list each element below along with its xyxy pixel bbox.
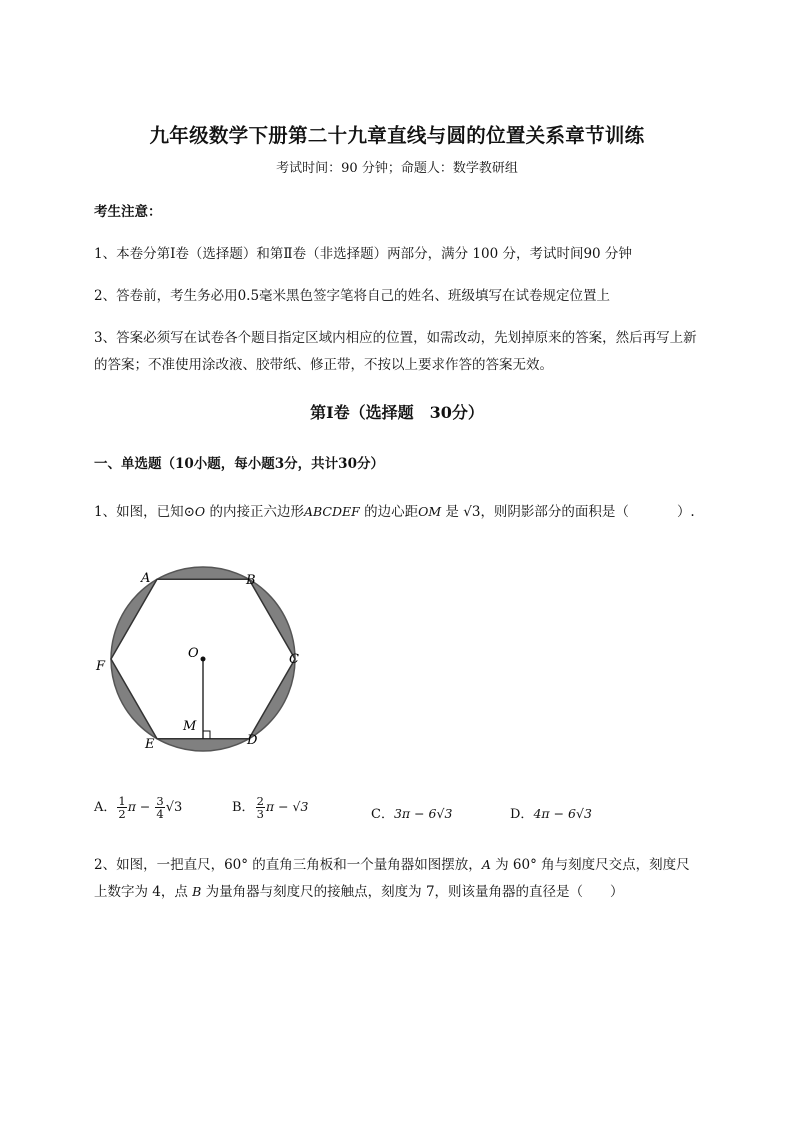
fraction (155, 795, 164, 820)
q1-text-part: ）. (676, 504, 695, 520)
option-a-math: π − (127, 799, 155, 815)
section-title: 第Ⅰ卷（选择题 30分） (310, 403, 484, 422)
label-o: O (188, 646, 199, 661)
label-e: E (145, 737, 155, 752)
option-c-label: C． (371, 807, 394, 822)
q2-text-part: 为 60° 角与刻度尺交点，刻度尺 (490, 857, 690, 873)
q1-hexagon-name: ABCDEF (303, 504, 360, 519)
q2-text-part: 为量角器与刻度尺的接触点，刻度为 7，则该量角器的直径是（ ） (201, 884, 624, 900)
q1-text-part: 1、如图，已知⊙ (94, 504, 195, 520)
q2-text-part: 上数字为 4，点 (94, 884, 193, 900)
label-m: M (183, 719, 197, 734)
q1-segment-om: OM (418, 504, 442, 519)
option-a[interactable] (94, 795, 182, 820)
denominator: 4 (156, 807, 164, 822)
q1-text-part: ，则阴影部分的面积是（ (480, 504, 629, 520)
option-d-math: 4π − 6√3 (533, 806, 592, 821)
notice-item-1: 1、本卷分第Ⅰ卷（选择题）和第Ⅱ卷（非选择题）两部分，满分 100 分，考试时间90 分钟 (94, 246, 632, 262)
exam-info: 考试时间：90 分钟；命题人：数学教研组 (276, 161, 518, 176)
center-point-o (201, 657, 206, 662)
numerator: 2 (256, 794, 264, 808)
fraction (256, 795, 265, 820)
question-2-line-2 (94, 880, 624, 900)
label-f: F (96, 659, 106, 674)
page-title: 九年级数学下册第二十九章直线与圆的位置关系章节训练 (149, 124, 645, 147)
option-d[interactable] (510, 803, 592, 822)
notice-item-3: 3、答案必须写在试卷各个题目指定区域内相应的位置，如需改动，先划掉原来的答案，然后再写上新 (94, 330, 697, 346)
q2-point-b: B (192, 884, 202, 899)
option-d-label: D． (510, 807, 534, 822)
fraction (117, 795, 126, 820)
option-b-label: B． (232, 800, 255, 816)
option-a-label: A． (94, 800, 117, 816)
subsection-title: 一、单选题（10小题，每小题3分，共计30分） (94, 456, 384, 472)
q2-point-a: A (481, 857, 491, 872)
option-b-math: π − √3 (265, 799, 309, 815)
numerator: 3 (156, 794, 164, 808)
q1-circle-o: O (194, 504, 206, 519)
option-a-sqrt: √3 (165, 800, 183, 816)
notice-item-2: 2、答卷前，考生务必用0.5毫米黑色签字笔将自己的姓名、班级填写在试卷规定位置上 (94, 288, 611, 304)
question-2-line-1 (94, 853, 690, 873)
q2-text-part: 2、如图，一把直尺，60° 的直角三角板和一个量角器如图摆放， (94, 857, 482, 873)
hexagon-circle-figure (90, 565, 310, 760)
q1-sqrt3: √3 (463, 504, 481, 520)
notice-item-3-cont: 的答案；不准使用涂改液、胶带纸、修正带，不按以上要求作答的答案无效。 (94, 357, 553, 373)
option-c[interactable] (371, 803, 452, 822)
label-d: D (247, 733, 258, 748)
notice-heading: 考生注意： (94, 204, 162, 220)
label-b: B (246, 573, 256, 588)
label-c: C (289, 652, 299, 667)
q1-text-part: 的边心距 (359, 504, 419, 520)
option-c-math: 3π − 6√3 (393, 806, 453, 821)
question-1-stem (94, 500, 695, 520)
label-a: A (141, 571, 151, 586)
numerator: 1 (118, 794, 126, 808)
q1-text-part: 的内接正六边形 (205, 504, 304, 520)
denominator: 2 (118, 807, 126, 822)
q1-text-part: 是 (441, 504, 464, 520)
denominator: 3 (256, 807, 264, 822)
option-b[interactable] (232, 795, 308, 820)
